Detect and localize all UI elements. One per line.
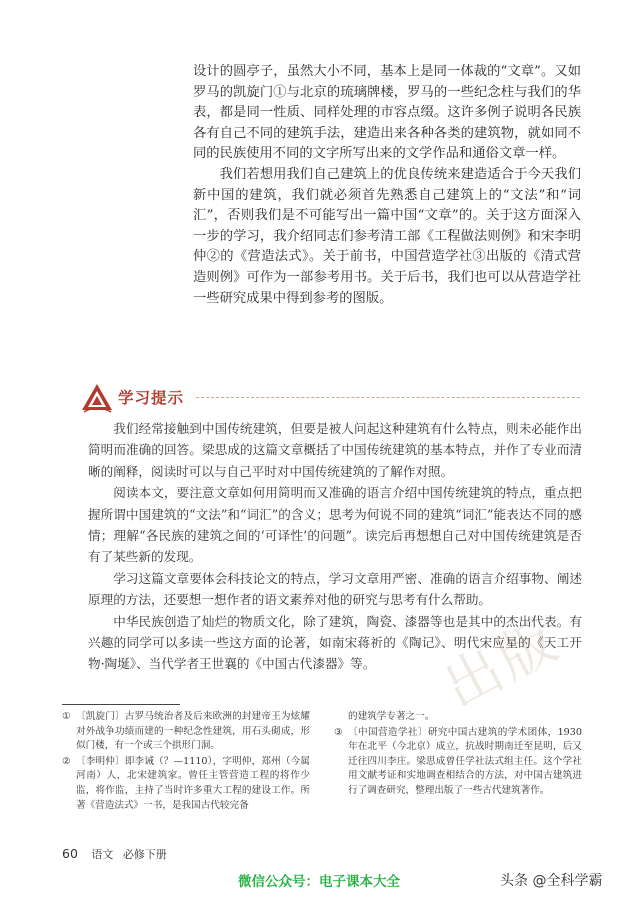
book-title: 语文 — [91, 848, 114, 861]
footnote-2-continued — [334, 710, 582, 725]
tips-divider — [196, 397, 580, 398]
main-text — [193, 62, 581, 309]
tips-paragraph: 中华民族创造了灿烂的物质文化，除了建筑，陶瓷、漆器等也是其中的杰出代表。有兴趣的同学可以多读一些这方面的论著，如南宋蒋祈的《陶记》、明代宋应星的《天工开物·陶埏》、当代学者王世襄的《中国古代漆器》等。 — [88, 613, 582, 672]
footnote-mark: ① — [62, 711, 71, 722]
tips-paragraph: 我们经常接触到中国传统建筑，但要是被人问起这种建筑有什么特点，则未必能作出简明而准确的回答。梁思成的这篇文章概括了中国传统建筑的基本特点，并作了专业而清晰的阐释，阅读时可以与自己平时对中国传统建筑的了解作对照。 — [88, 421, 582, 479]
footnote-column-right — [334, 710, 582, 800]
triangle-logo-icon — [80, 382, 114, 414]
tips-text — [88, 418, 582, 675]
footnote-divider — [62, 704, 180, 705]
footnote-text: 的建筑学专著之一。 — [348, 711, 435, 722]
tips-title: 学习提示 — [118, 389, 185, 407]
publisher-watermark: 出版 — [433, 607, 571, 721]
footnote-mark: ② — [62, 755, 71, 767]
main-paragraph-2: 我们若想用我们自己建筑上的优良传统来建造适合于今天我们新中国的建筑，我们就必须首先熟悉自己建筑上的“文法”和“词汇”，否则我们是不可能写出一篇中国“文章”的。关于这方面深入一步的学习，我介绍同志们参考清工部《工程做法则例》和宋李明仲②的《营造法式》。关于前书，中国营造学社③出版的《清式营造则例》可作为一部参考用书。关于后书，我们也可以从营造学社一些研究成果中得到参考的图版。 — [193, 166, 581, 306]
footnote-mark: ③ — [334, 726, 343, 738]
tips-header — [80, 382, 580, 414]
tips-paragraph: 阅读本文，要注意文章如何用简明而又准确的语言介绍中国传统建筑的特点，重点把握所谓中国建筑的“文法”和“词汇”的含义；思考为何说不同的建筑“词汇”能表达不同的感情；理解“各民族的建筑之间的‘可译性’的问题”。读完后再想想自己对中国传统建筑是否有了某些新的发现。 — [88, 485, 582, 565]
wechat-watermark: 微信公众号：电子课本大全 — [238, 874, 400, 890]
main-paragraph-1: 设计的圆亭子，虽然大小不同，基本上是同一体裁的“文章”。又如罗马的凯旋门①与北京的琉璃牌楼，罗马的一些纪念柱与我们的华表，都是同一性质、同样处理的市容点缀。这许多例子说明各民族各有自己不同的建筑手法，建造出来各种各类的建筑物，就如同不同的民族使用不同的文字所写出来的文学作品和通俗文章一样。 — [193, 64, 581, 162]
page-number: 60 — [62, 846, 78, 861]
footnote-text: 〔李明仲〕即李诫（？—1110），字明仲，郑州（今属河南）人，北宋建筑家。曾任主管营造工程的将作少监，将作监，主持了当时许多重大工程的建设工作。所著《营造法式》一书，是我国古代较完备 — [76, 755, 310, 811]
footnote-1 — [62, 710, 310, 754]
footnote-column-left — [62, 710, 310, 814]
page-footer — [62, 846, 167, 862]
book-volume: 必修下册 — [122, 848, 167, 861]
tips-paragraph: 学习这篇文章要体会科技论文的特点，学习文章用严密、准确的语言介绍事物、阐述原理的方法，还要想一想作者的语文素养对他的研究与思考有什么帮助。 — [88, 570, 582, 608]
footnote-text: 〔中国营造学社〕研究中国古建筑的学术团体，1930年在北平（今北京）成立，抗战时期南迁至昆明，后又迁往四川李庄。梁思成曾任学社法式组主任。这个学社用文献考证和实地调查相结合的方法，对中国古建筑进行了调查研究，整理出版了一些古代建筑著作。 — [348, 726, 582, 796]
footnote-text: 〔凯旋门〕古罗马统治者及后来欧洲的封建帝王为炫耀对外战争功绩而建的一种纪念性建筑，用石头砌成，形似门楼，有一个或三个拱形门洞。 — [76, 711, 310, 752]
footnote-3 — [334, 726, 582, 799]
footnote-2 — [62, 755, 310, 813]
toutiao-watermark: 头条 @全科学霸 — [500, 873, 603, 889]
